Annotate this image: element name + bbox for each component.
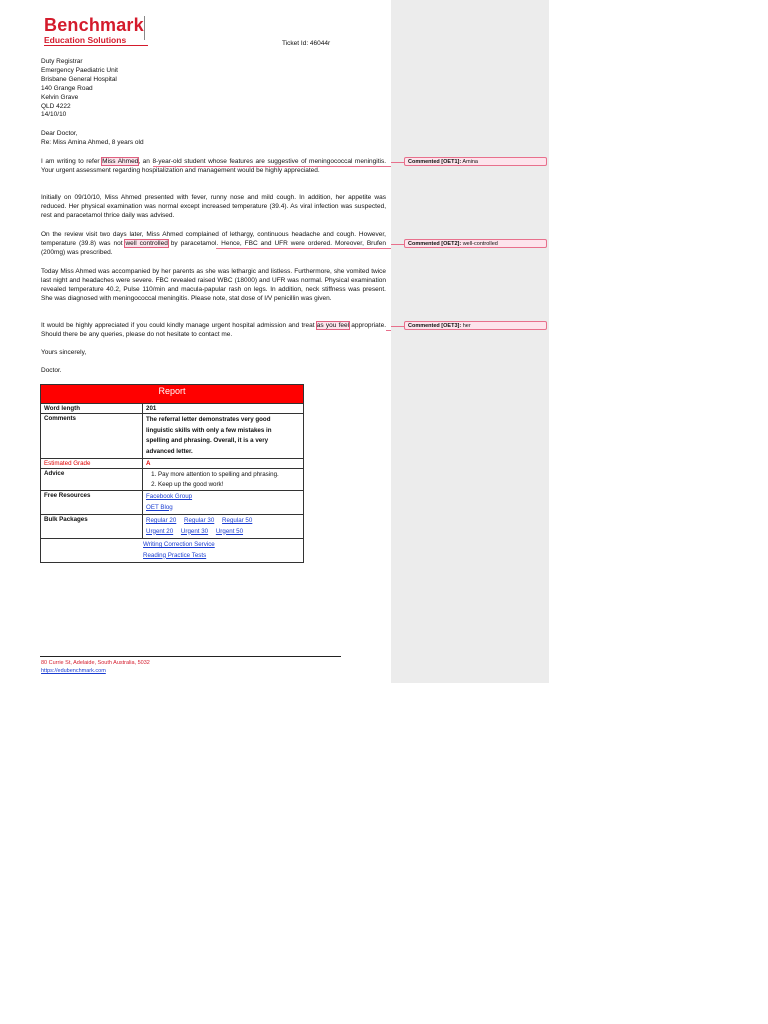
comment-highlight-1[interactable]: Miss Ahmed xyxy=(102,158,139,165)
paragraph-intro: I am writing to refer Miss Ahmed, an 8-year-old student whose features are suggestive of meningococcal meningitis. Your urgent assessment regarding hospitalization and management would be highly appreciated. xyxy=(41,158,387,174)
logo-underline xyxy=(44,45,148,46)
advice-label: Advice xyxy=(41,469,143,491)
grade-value: A xyxy=(143,459,304,469)
urgent-20-link[interactable]: Urgent 20 xyxy=(146,527,174,535)
paragraph-today: Today Miss Ahmed was accompanied by her parents as she was lethargic and listless. Furthermore, she vomited twice last night and headaches were severe. FBC revealed raised WBC (18000) and UFR was normal. Physical examination revealed temperature 40.2, Pulse 110/min and macula-papular rash on legs. In addition, neck stiffness was present. She was diagnosed with meningococcal meningitis. Please note, stat dose of I/V penicillin was given. xyxy=(41,268,386,302)
address-line: Emergency Paediatric Unit xyxy=(41,66,118,74)
salutation xyxy=(41,130,144,148)
word-length-value: 201 xyxy=(143,404,304,414)
regular-20-link[interactable]: Regular 20 xyxy=(146,517,177,524)
urgent-50-link[interactable]: Urgent 50 xyxy=(215,527,244,535)
ticket-id: Ticket Id: 46044r xyxy=(282,40,331,47)
document-page xyxy=(0,0,391,683)
comment-connector-1b xyxy=(391,162,404,163)
signature: Doctor. xyxy=(41,367,62,374)
comments-label: Comments xyxy=(41,414,143,459)
grade-label: Estimated Grade xyxy=(41,459,143,469)
recipient-address xyxy=(41,58,118,120)
comment-connector-3 xyxy=(386,330,391,331)
regular-30-link[interactable]: Regular 30 xyxy=(184,517,215,524)
regular-50-link[interactable]: Regular 50 xyxy=(222,517,253,524)
closing-line: Yours sincerely, xyxy=(41,349,87,356)
comment-highlight-2[interactable]: well controlled xyxy=(125,240,168,247)
comment-connector-1 xyxy=(153,166,391,167)
footer-address: 80 Currie St, Adelaide, South Australia, 5032 xyxy=(41,660,150,666)
logo-main-text: Benchmark xyxy=(44,15,144,35)
footer xyxy=(41,659,150,675)
benchmark-logo xyxy=(44,16,144,45)
letter-date: 14/10/10 xyxy=(41,111,67,119)
address-line: Kelvin Grave xyxy=(41,93,79,101)
footer-divider xyxy=(40,656,341,657)
comment-balloon-1[interactable]: Commented [OET1]: Amina xyxy=(404,157,547,166)
reading-practice-link[interactable]: Reading Practice Tests xyxy=(143,551,207,559)
address-line: Duty Registrar xyxy=(41,58,83,65)
comment-highlight-3[interactable]: as you feel xyxy=(316,322,350,329)
address-line: QLD 4222 xyxy=(41,102,71,110)
writing-correction-link[interactable]: Writing Correction Service xyxy=(143,541,215,548)
facebook-group-link[interactable]: Facebook Group xyxy=(146,493,193,500)
advice-item: 2. Keep up the good work! xyxy=(158,480,300,490)
word-length-label: Word length xyxy=(41,404,143,414)
comments-value: The referral letter demonstrates very good linguistic skills with only a few mistakes in spelling and phrasing. Overall, it is a very advanced letter. xyxy=(143,414,304,459)
bulk-packages xyxy=(143,515,304,539)
oet-blog-link[interactable]: OET Blog xyxy=(146,503,173,511)
address-line: Brisbane General Hospital xyxy=(41,75,117,83)
report-table xyxy=(40,384,304,563)
advice-list xyxy=(143,469,304,491)
paragraph-request: It would be highly appreciated if you could kindly manage urgent hospital admission and treat as you feel appropriate. Should there be any queries, please do not hesitate to contact me. xyxy=(41,322,386,338)
footer-url[interactable]: https://edubenchmark.com xyxy=(41,668,106,674)
bulk-packages-label: Bulk Packages xyxy=(41,515,143,539)
salutation-line: Dear Doctor, xyxy=(41,130,78,137)
urgent-30-link[interactable]: Urgent 30 xyxy=(180,527,209,535)
logo-sub-text: Education Solutions xyxy=(44,35,127,45)
paragraph-history: Initially on 09/10/10, Miss Ahmed presented with fever, runny nose and mild cough. In addition, her appetite was reduced. Her physical examination was normal except increased temperature (39.4). As viral infection was suspected, rest and paracetamol thrice daily was advised. xyxy=(41,194,386,219)
free-resources xyxy=(143,491,304,515)
address-line: 140 Grange Road xyxy=(41,84,93,92)
free-resources-label: Free Resources xyxy=(41,491,143,515)
comment-connector-2 xyxy=(216,248,391,249)
comment-margin-pane xyxy=(391,0,549,683)
comment-connector-2b xyxy=(391,244,404,245)
comment-balloon-2[interactable]: Commented [OET2]: well-controlled xyxy=(404,239,547,248)
re-line: Re: Miss Amina Ahmed, 8 years old xyxy=(41,138,144,146)
paragraph-review: On the review visit two days later, Miss Ahmed complained of lethargy, continuous headache and cough. However, temperature (39.8) was not well controlled by paracetamol. Hence, FBC and UFR were ordered. Moreover, Brufen (200mg) was prescribed. xyxy=(41,231,386,256)
logo-divider xyxy=(144,16,145,40)
comment-connector-3b xyxy=(391,326,404,327)
services-cell xyxy=(41,539,304,563)
report-title: Report xyxy=(41,385,304,404)
advice-item: 1. Pay more attention to spelling and phrasing. xyxy=(158,470,300,480)
comment-balloon-3[interactable]: Commented [OET3]: her xyxy=(404,321,547,330)
